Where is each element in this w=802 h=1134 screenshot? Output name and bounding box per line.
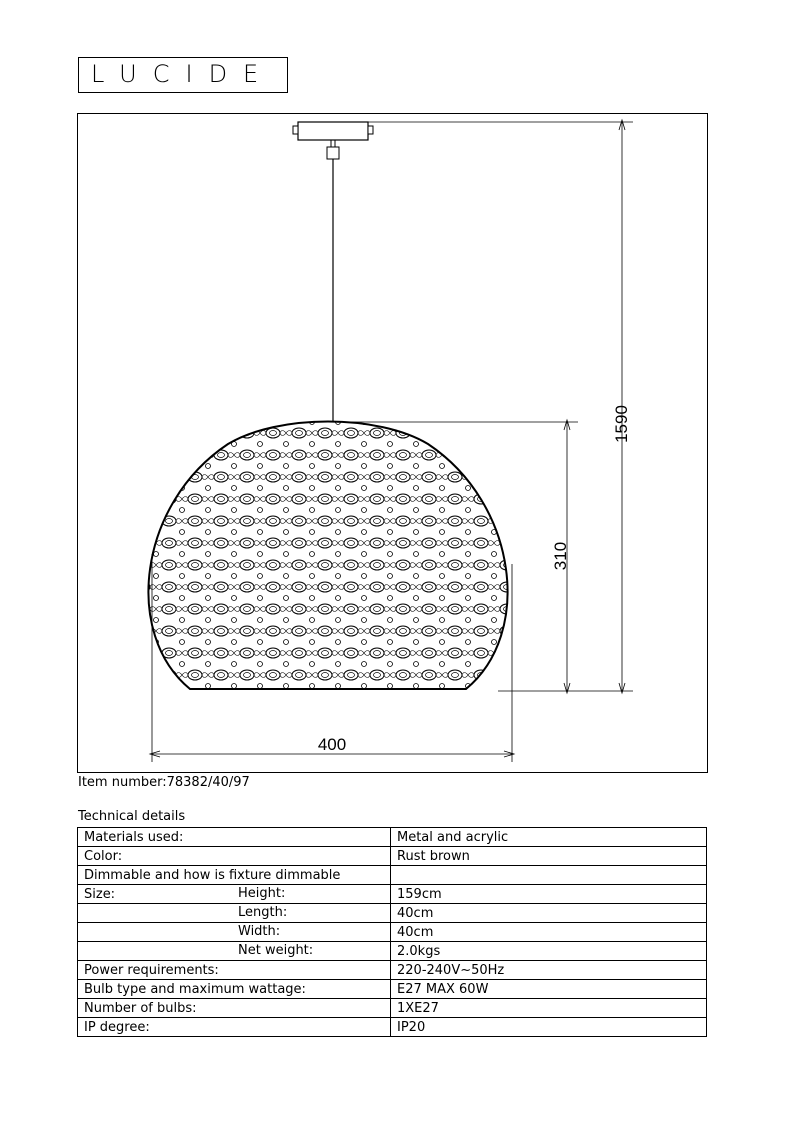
spec-label-text: Size: bbox=[84, 886, 116, 902]
spec-label-text: Power requirements: bbox=[84, 962, 219, 978]
spec-label bbox=[78, 847, 391, 866]
spec-sublabel: Width: bbox=[238, 924, 281, 939]
spec-label bbox=[78, 1018, 391, 1037]
spec-label bbox=[78, 942, 391, 961]
spec-label-text: Bulb type and maximum wattage: bbox=[84, 981, 306, 997]
table-row bbox=[78, 828, 707, 847]
spec-value: IP20 bbox=[391, 1018, 707, 1037]
spec-value: 159cm bbox=[391, 885, 707, 904]
spec-value: 40cm bbox=[391, 923, 707, 942]
spec-sublabel: Length: bbox=[238, 905, 288, 920]
table-row bbox=[78, 866, 707, 885]
table-row bbox=[78, 885, 707, 904]
spec-label-text: IP degree: bbox=[84, 1019, 150, 1035]
spec-value: 40cm bbox=[391, 904, 707, 923]
table-row bbox=[78, 999, 707, 1018]
dimension-width-label: 400 bbox=[317, 735, 347, 754]
spec-label-text: Color: bbox=[84, 848, 123, 864]
table-row bbox=[78, 942, 707, 961]
dimension-total-height-label: 1590 bbox=[612, 405, 631, 443]
spec-label bbox=[78, 999, 391, 1018]
spec-value: 1XE27 bbox=[391, 999, 707, 1018]
brand-logo bbox=[78, 57, 288, 93]
table-row bbox=[78, 961, 707, 980]
spec-label-text: Dimmable and how is fixture dimmable bbox=[84, 867, 341, 883]
spec-label bbox=[78, 904, 391, 923]
dimension-shade-height-label: 310 bbox=[551, 541, 570, 571]
table-row bbox=[78, 923, 707, 942]
spec-label-text: Number of bulbs: bbox=[84, 1000, 197, 1016]
item-number: Item number:78382/40/97 bbox=[78, 775, 250, 790]
spec-value: E27 MAX 60W bbox=[391, 980, 707, 999]
spec-value: Rust brown bbox=[391, 847, 707, 866]
dome-shade bbox=[138, 414, 538, 694]
spec-value bbox=[391, 866, 707, 885]
spec-value: Metal and acrylic bbox=[391, 828, 707, 847]
table-row bbox=[78, 847, 707, 866]
table-row bbox=[78, 904, 707, 923]
spec-label bbox=[78, 866, 391, 885]
spec-label bbox=[78, 961, 391, 980]
technical-details-table bbox=[77, 827, 707, 1037]
spec-label bbox=[78, 980, 391, 999]
spec-value: 2.0kgs bbox=[391, 942, 707, 961]
brand-logo-text: LUCIDE bbox=[91, 60, 275, 88]
spec-sublabel: Net weight: bbox=[238, 943, 314, 958]
table-row bbox=[78, 1018, 707, 1037]
table-row bbox=[78, 980, 707, 999]
spec-label-text: Materials used: bbox=[84, 829, 184, 845]
ceiling-canopy bbox=[293, 122, 373, 159]
technical-drawing bbox=[77, 113, 708, 773]
spec-label bbox=[78, 885, 391, 904]
spec-label bbox=[78, 923, 391, 942]
spec-value: 220-240V~50Hz bbox=[391, 961, 707, 980]
spec-sublabel: Height: bbox=[238, 886, 286, 901]
technical-details-title: Technical details bbox=[78, 809, 186, 824]
spec-label bbox=[78, 828, 391, 847]
pendant-lamp-drawing bbox=[78, 114, 709, 774]
